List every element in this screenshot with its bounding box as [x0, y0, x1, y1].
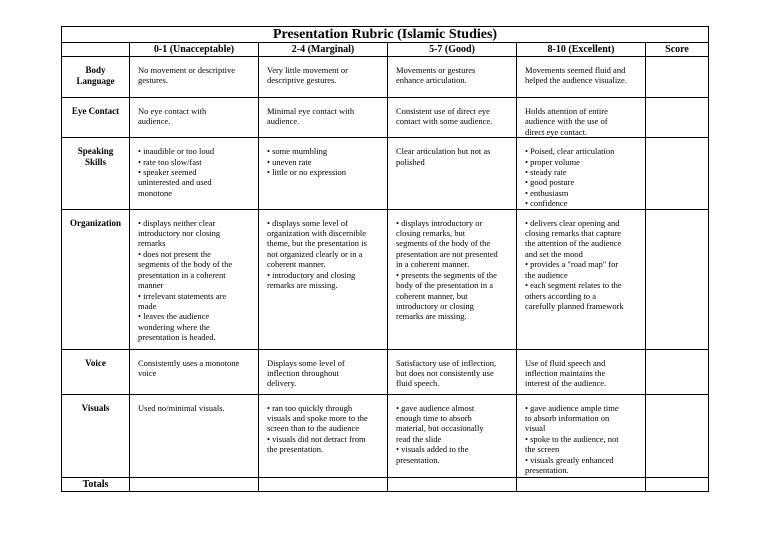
- cell-line: Minimal eye contact with: [267, 106, 355, 116]
- rubric-cell: [259, 209, 388, 349]
- cell-line: • each segment relates to the: [525, 280, 622, 291]
- cell-line: gestures.: [138, 75, 168, 86]
- score-cell: [646, 349, 709, 394]
- criterion-label: [62, 209, 130, 349]
- cell-line: the screen: [525, 444, 560, 455]
- cell-line: • delivers clear opening and: [525, 217, 620, 228]
- cell-line: • some mumbling: [267, 146, 328, 157]
- rubric-row: [62, 98, 709, 138]
- rubric-cell: [517, 394, 646, 477]
- score-cell: [646, 98, 709, 138]
- cell-line: the presentation.: [267, 444, 324, 455]
- criterion-label: [62, 138, 130, 209]
- totals-label: Totals: [62, 477, 130, 491]
- cell-line: the audience: [525, 269, 568, 280]
- cell-line: remarks are missing.: [267, 280, 338, 291]
- header-marginal: 2-4 (Marginal): [259, 43, 388, 57]
- totals-cell: [130, 477, 259, 491]
- cell-line: • little or no expression: [267, 167, 346, 178]
- cell-line: • displays introductory or: [396, 217, 483, 228]
- rubric-row: [62, 57, 709, 98]
- score-cell: [646, 138, 709, 209]
- rubric-cell: [259, 98, 388, 138]
- criterion-label-text: Organization: [70, 217, 121, 228]
- cell-line: presentation is headed.: [138, 332, 216, 343]
- criterion-label: [62, 57, 130, 98]
- criterion-label: [62, 394, 130, 477]
- criterion-label-text: Body Language: [76, 65, 115, 86]
- cell-line: visual: [525, 423, 546, 434]
- cell-line: • introductory and closing: [267, 269, 356, 280]
- cell-line: • irrelevant statements are: [138, 290, 227, 301]
- cell-line: enhance articulation.: [396, 75, 467, 86]
- cell-line: the attention of the audience: [525, 238, 622, 249]
- score-cell: [646, 57, 709, 98]
- cell-line: others according to a: [525, 290, 597, 301]
- cell-line: • presents the segments of the: [396, 269, 497, 280]
- cell-line: audience with the use of: [525, 116, 608, 127]
- cell-line: • Poised, clear articulation: [525, 146, 615, 157]
- cell-line: audience.: [138, 116, 171, 127]
- rubric-cell: [130, 57, 259, 98]
- header-excellent: 8-10 (Excellent): [517, 43, 646, 57]
- cell-line: Consistently uses a monotone: [138, 357, 240, 368]
- rubric-cell: [388, 57, 517, 98]
- rubric-cell: [130, 98, 259, 138]
- cell-line: introductory nor closing: [138, 228, 221, 239]
- criterion-label: [62, 98, 130, 138]
- cell-line: Movements or gestures: [396, 65, 476, 75]
- cell-line: • provides a "road map" for: [525, 259, 619, 270]
- cell-line: • rate too slow/fast: [138, 156, 202, 167]
- rubric-cell: [259, 349, 388, 394]
- header-score: Score: [646, 43, 709, 57]
- cell-line: • visuals added to the: [396, 444, 469, 455]
- cell-line: Use of fluid speech and: [525, 357, 606, 368]
- cell-line: screen than to the audience: [267, 423, 360, 434]
- cell-line: segments of the body of the: [396, 238, 491, 249]
- cell-line: segments of the body of the: [138, 259, 233, 270]
- cell-line: • confidence: [525, 198, 568, 209]
- cell-line: • leaves the audience: [138, 311, 210, 322]
- cell-line: coherent manner.: [267, 259, 326, 270]
- cell-line: in a coherent manner.: [396, 259, 470, 270]
- cell-line: descriptive gestures.: [267, 75, 337, 86]
- cell-line: introductory or closing: [396, 300, 474, 311]
- rubric-cell: [388, 349, 517, 394]
- totals-cell: [259, 477, 388, 491]
- cell-line: No movement or descriptive: [138, 65, 236, 75]
- rubric-cell: [259, 138, 388, 209]
- rubric-row: [62, 209, 709, 349]
- cell-line: inflection throughout: [267, 368, 340, 379]
- cell-line: Displays some level of: [267, 357, 345, 368]
- cell-line: presentation are not presented: [396, 248, 498, 259]
- cell-line: visuals and spoke more to the: [267, 413, 368, 424]
- rubric-cell: [388, 209, 517, 349]
- cell-line: Clear articulation but not as: [396, 146, 491, 157]
- cell-line: direct eye contact.: [525, 126, 588, 137]
- cell-line: • spoke to the audience, not: [525, 433, 619, 444]
- rubric-cell: [517, 349, 646, 394]
- cell-line: delivery.: [267, 378, 297, 389]
- cell-line: • visuals did not detract from: [267, 433, 366, 444]
- cell-line: • good posture: [525, 177, 575, 188]
- cell-line: • displays neither clear: [138, 217, 216, 228]
- rubric-cell: [130, 349, 259, 394]
- cell-line: enough time to absorb: [396, 413, 472, 424]
- cell-line: carefully planned framework: [525, 300, 624, 311]
- cell-line: remarks are missing.: [396, 311, 467, 322]
- cell-line: • enthusiasm: [525, 187, 569, 198]
- cell-line: closing remarks, but: [396, 228, 466, 239]
- rubric-cell: [259, 394, 388, 477]
- rubric-cell: [517, 98, 646, 138]
- cell-line: • does not present the: [138, 248, 211, 259]
- cell-line: interest of the audience.: [525, 378, 607, 389]
- rubric-cell: [130, 394, 259, 477]
- cell-line: presentation in a coherent: [138, 269, 226, 280]
- cell-line: • uneven rate: [267, 156, 312, 167]
- totals-cell: [517, 477, 646, 491]
- cell-line: • steady rate: [525, 167, 567, 178]
- page-title: Presentation Rubric (Islamic Studies): [62, 27, 709, 43]
- cell-line: manner: [138, 280, 164, 291]
- score-cell: [646, 209, 709, 349]
- cell-line: closing remarks that capture: [525, 228, 622, 239]
- cell-line: • speaker seemed: [138, 167, 197, 178]
- cell-line: presentation.: [396, 454, 440, 465]
- rubric-cell: [388, 138, 517, 209]
- cell-line: Satisfactory use of inflection,: [396, 357, 497, 368]
- header-good: 5-7 (Good): [388, 43, 517, 57]
- rubric-cell: [388, 394, 517, 477]
- cell-line: • proper volume: [525, 156, 580, 167]
- cell-line: remarks: [138, 238, 166, 249]
- cell-line: contact with some audience.: [396, 116, 493, 127]
- criterion-label-text: Speaking Skills: [77, 146, 114, 168]
- cell-line: made: [138, 300, 157, 311]
- cell-line: No eye contact with: [138, 106, 207, 116]
- cell-line: • visuals greatly enhanced: [525, 454, 614, 465]
- cell-line: not organized clearly or in a: [267, 248, 363, 259]
- cell-line: read the slide: [396, 433, 442, 444]
- criterion-label-text: Visuals: [81, 402, 110, 413]
- cell-line: inflection maintains the: [525, 368, 606, 379]
- rubric-table: [61, 26, 709, 492]
- cell-line: voice: [138, 368, 157, 379]
- criterion-label-text: Eye Contact: [71, 106, 120, 116]
- cell-line: coherent manner, but: [396, 290, 468, 301]
- totals-score-cell: [646, 477, 709, 491]
- score-cell: [646, 394, 709, 477]
- rubric-cell: [130, 209, 259, 349]
- rubric-cell: [517, 138, 646, 209]
- rubric-cell: [388, 98, 517, 138]
- totals-cell: [388, 477, 517, 491]
- cell-line: wondering where the: [138, 321, 210, 332]
- cell-line: uninterested and used: [138, 177, 212, 188]
- header-corner: [62, 43, 130, 57]
- header-unacceptable: 0-1 (Unacceptable): [130, 43, 259, 57]
- cell-line: audience.: [267, 116, 300, 127]
- cell-line: Consistent use of direct eye: [396, 106, 490, 116]
- rubric-cell: [517, 209, 646, 349]
- cell-line: monotone: [138, 187, 172, 198]
- cell-line: • gave audience ample time: [525, 402, 619, 413]
- cell-line: and set the mood: [525, 248, 583, 259]
- cell-line: Very little movement or: [267, 65, 348, 75]
- rubric-body: [62, 57, 709, 478]
- cell-line: polished: [396, 156, 425, 167]
- cell-line: • displays some level of: [267, 217, 348, 228]
- cell-line: to absorb information on: [525, 413, 610, 424]
- cell-line: theme, but the presentation is: [267, 238, 367, 249]
- cell-line: • gave audience almost: [396, 402, 475, 413]
- cell-line: • inaudible or too loud: [138, 146, 215, 157]
- criterion-label: [62, 349, 130, 394]
- cell-line: fluid speech.: [396, 378, 440, 389]
- cell-line: • ran too quickly through: [267, 402, 353, 413]
- rubric-cell: [130, 138, 259, 209]
- cell-line: presentation.: [525, 465, 569, 476]
- cell-line: Holds attention of entire: [525, 106, 608, 116]
- rubric-row: [62, 394, 709, 477]
- cell-line: Used no/minimal visuals.: [138, 402, 225, 413]
- cell-line: helped the audience visualize.: [525, 75, 627, 86]
- cell-line: material, but occasionally: [396, 423, 484, 434]
- criterion-label-text: Voice: [85, 357, 106, 368]
- cell-line: Movements seemed fluid and: [525, 65, 626, 75]
- rubric-row: [62, 138, 709, 209]
- rubric-cell: [517, 57, 646, 98]
- cell-line: but does not consistently use: [396, 368, 494, 379]
- rubric-row: [62, 349, 709, 394]
- cell-line: organization with discernible: [267, 228, 366, 239]
- rubric-cell: [259, 57, 388, 98]
- cell-line: body of the presentation in a: [396, 280, 494, 291]
